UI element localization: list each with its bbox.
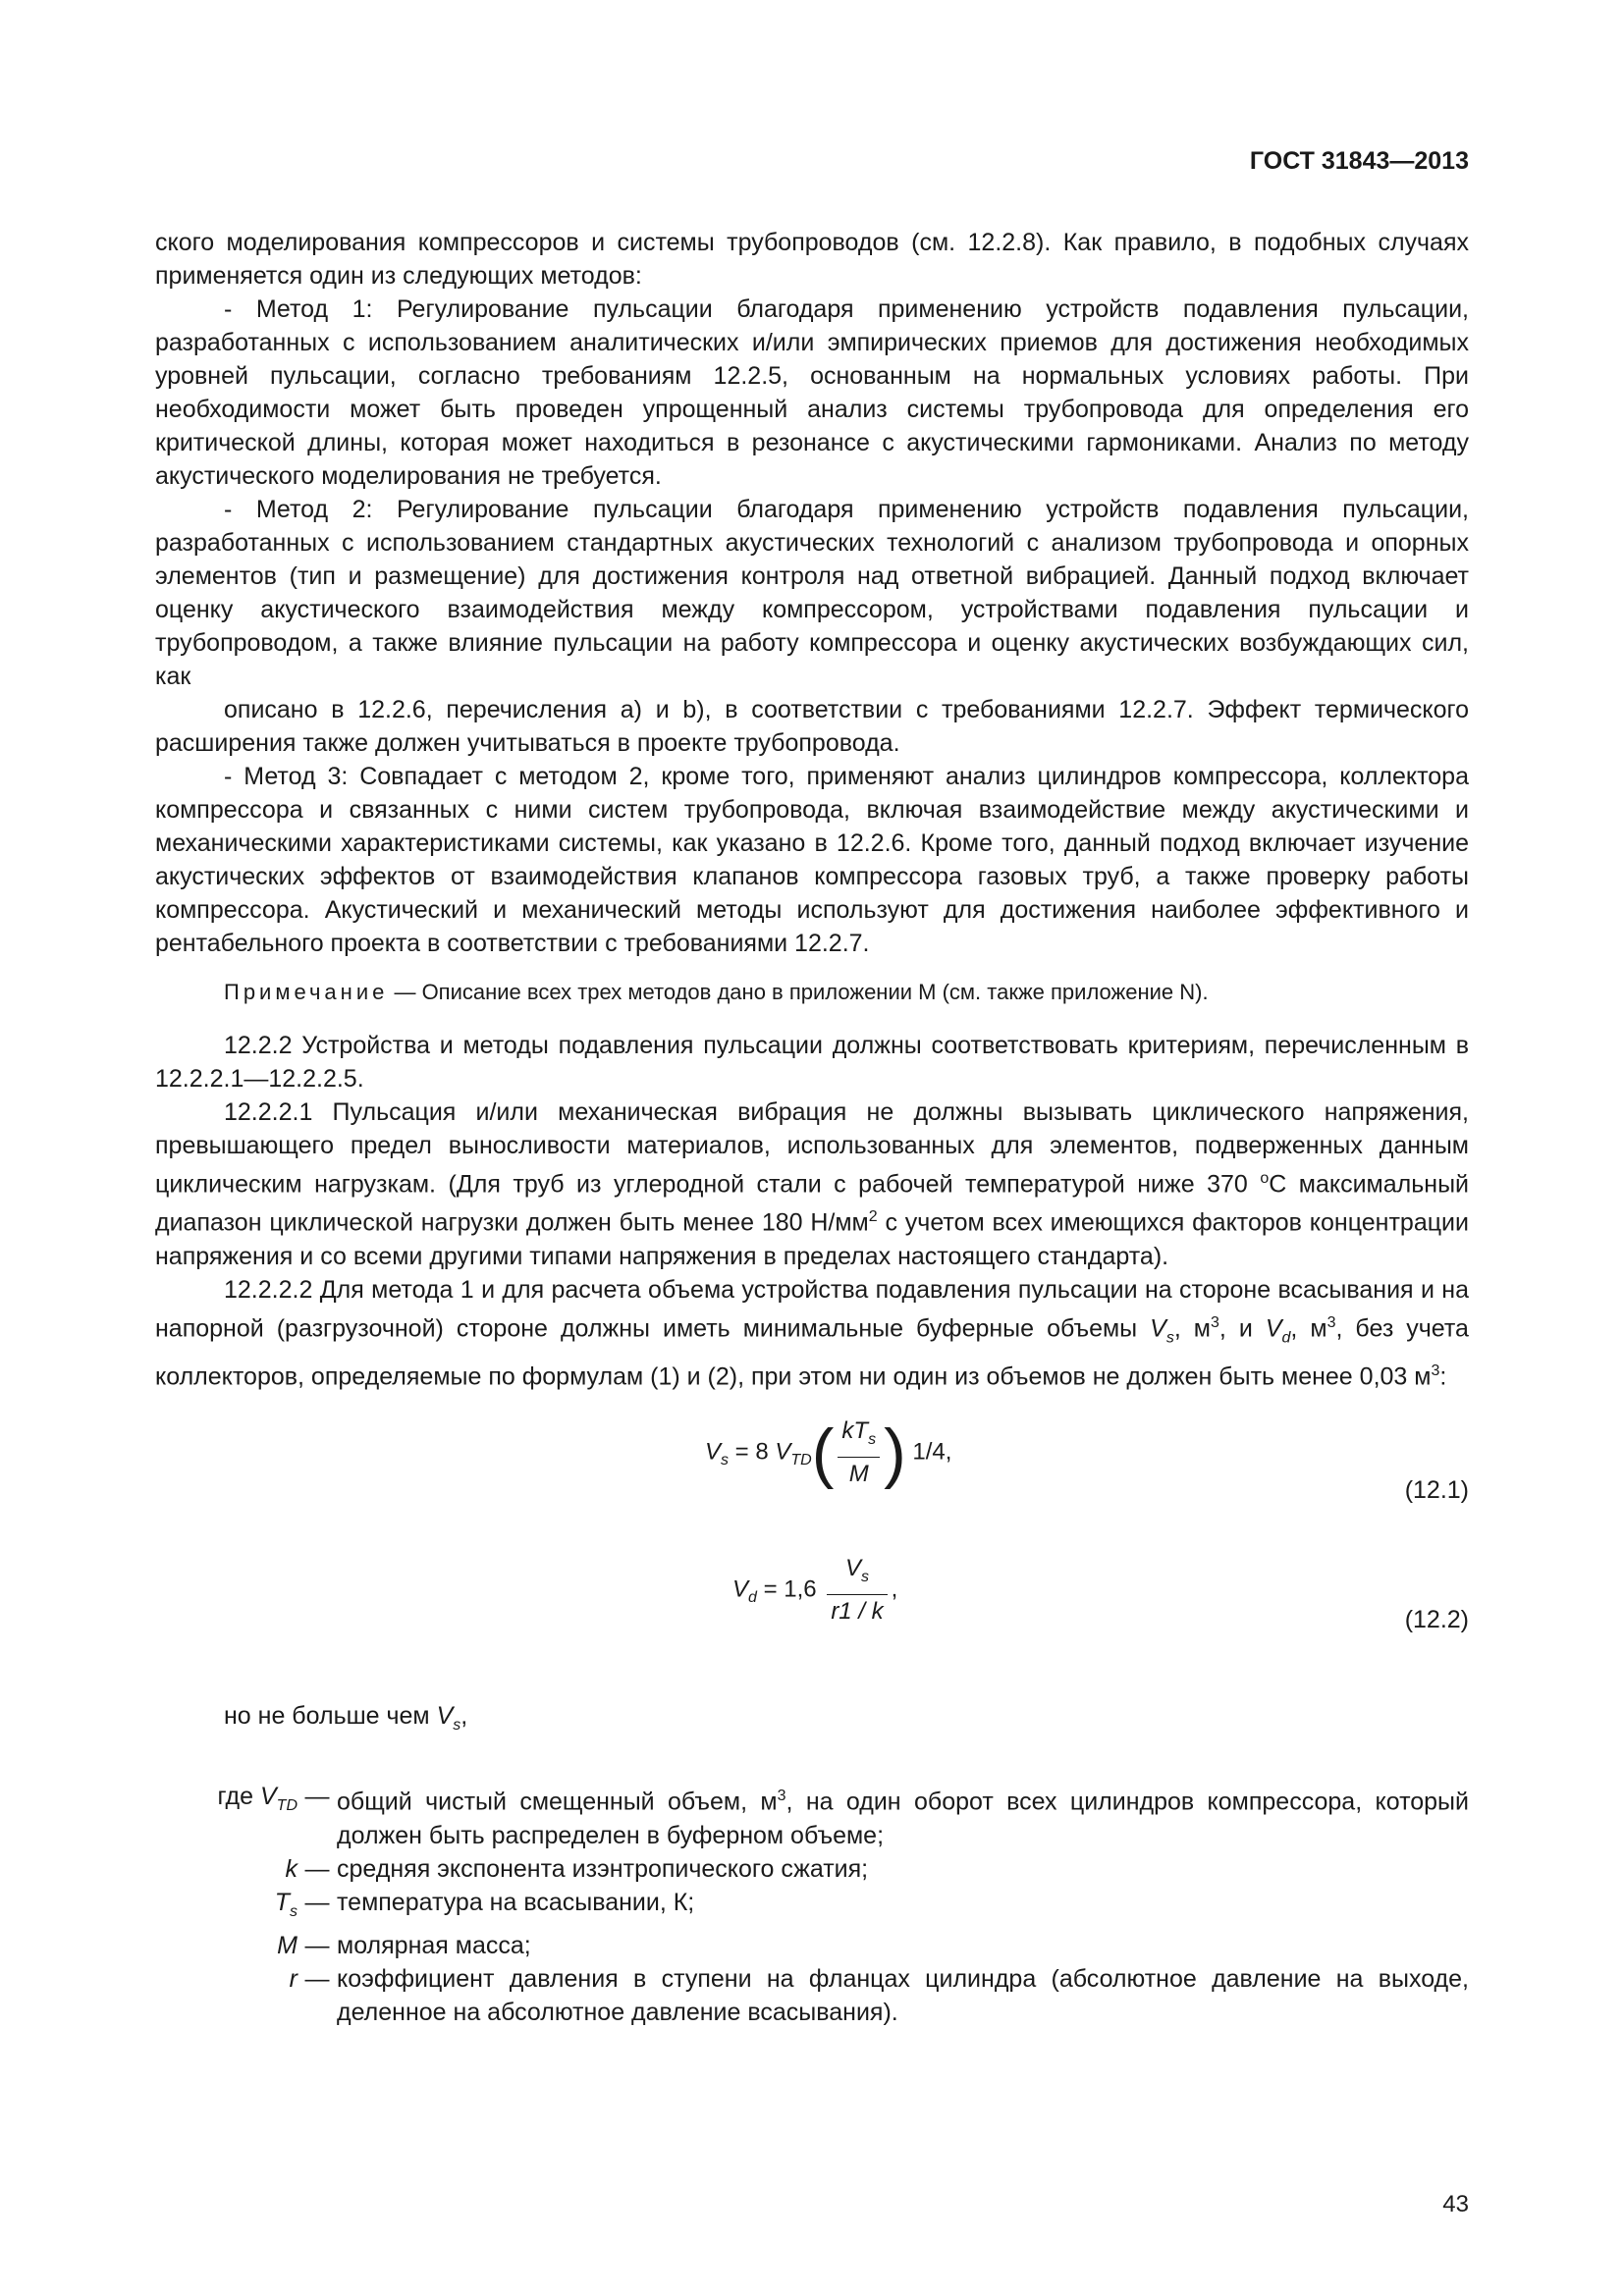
definition-item: M — молярная масса; [277, 1931, 531, 1959]
note [155, 976, 1469, 1009]
equation-number: (12.2) [1404, 1606, 1469, 1634]
paragraph-12-2-2: 12.2.2 Устройства и методы подавления пульсации должны соответствовать критериям, перечисленным в 12.2.2.1—12.2.2.5. [155, 1032, 1469, 1093]
page-number: 43 [1442, 2191, 1469, 2217]
formula-condition: но не больше чем $V_s$, [224, 1702, 468, 1735]
paragraph: ского моделирования компрессоров и системы трубопроводов (см. 12.2.8). Как правило, в подобных случаях применяется один из следующих методов: [155, 229, 1469, 290]
definition-item: r — коэффициент давления в ступени на фланцах цилиндра (абсолютное давление на выходе, деленное на абсолютное давление всасывания). [289, 1964, 1469, 2026]
fraction: $\frac{V_s}{r1 / k}$ [827, 1552, 887, 1629]
definition-item: $T_s$ — температура на всасывании, К; [274, 1888, 695, 1920]
definition-item: где $V_{TD}$ — общий чистый смещенный объем, $м^3$, на один оборот всех цилиндров компрессора, который должен быть распределен в буферном объеме; [217, 1783, 1469, 1849]
formula-12-1: $V_s = 8$ $V_{TD}$( $\frac{kT_s}{M}$ ) 1/4, (12.1) [155, 1415, 1469, 1532]
paragraph-method-2-cont: описано в 12.2.6, перечисления а) и b), в соответствии с требованиями 12.2.7. Эффект термического расширения также должен учитываться в проекте трубопровода. [155, 696, 1469, 757]
page-content [155, 226, 1469, 2029]
left-paren-icon: ( [811, 1415, 835, 1491]
formula-12-2: $V_d = 1,6$ $\frac{V_s}{r1 / k}$ , (12.2) [155, 1552, 1469, 1670]
definitions-list [155, 1780, 1469, 2028]
paragraph-method-2: - Метод 2: Регулирование пульсации благодаря применению устройств подавления пульсации, разработанных с использованием стандартных акустических технологий с анализом трубопровода и опорных элементов (тип и размещение) для достижения контроля над ответной вибрацией. Данный подход включает оценку акустического взаимодействия между компрессором, устройствами подавления пульсации и трубопроводом, а также влияние пульсации на работу компрессора и оценку акустических возбуждающих сил, как [155, 496, 1469, 690]
paragraph-method-1: - Метод 1: Регулирование пульсации благодаря применению устройств подавления пульсации, разработанных с использованием аналитических и/или эмпирических приемов для достижения необходимых уровней пульсации, согласно требованиям 12.2.5, основанным на нормальных условиях работы. При необходимости может быть проведен упрощенный анализ системы трубопровода для определения его критической длины, которая может находиться в резонансе с акустическими гармониками. Анализ по методу акустического моделирования не требуется. [155, 295, 1469, 490]
right-paren-icon: ) [884, 1415, 906, 1491]
note-text: — Описание всех трех методов дано в приложении М (см. также приложение N). [388, 980, 1209, 1004]
definition-item: k — средняя экспонента изэнтропического сжатия; [285, 1854, 869, 1883]
document-header: ГОСТ 31843—2013 [1249, 147, 1469, 175]
equation-number: (12.1) [1404, 1476, 1469, 1505]
paragraph-method-3: - Метод 3: Совпадает с методом 2, кроме того, применяют анализ цилиндров компрессора, коллектора компрессора и связанных с ними систем трубопровода, включая взаимодействие между акустическими и механическими характеристиками системы, как указано в 12.2.6. Кроме того, данный подход включает изучение акустических эффектов от взаимодействия клапанов компрессора газовых труб, а также проверку работы компрессора. Акустический и механический методы используют для достижения наиболее эффективного и рентабельного проекта в соответствии с требованиями 12.2.7. [155, 763, 1469, 957]
fraction: $\frac{kT_s}{M}$ [838, 1415, 880, 1491]
paragraph-12-2-2-1: 12.2.2.1 Пульсация и/или механическая вибрация не должны вызывать циклического напряжения, превышающего предел выносливости материалов, использованных для элементов, подверженных данным циклическим нагрузкам. (Для труб из углеродной стали с рабочей температурой ниже 370 $^о$С максимальный диапазон циклической нагрузки должен быть менее 180 $Н/мм^2$ с учетом всех имеющихся факторов концентрации напряжения и со всеми другими типами напряжения в пределах настоящего стандарта). [155, 1098, 1470, 1270]
paragraph-12-2-2-2: 12.2.2.2 Для метода 1 и для расчета объема устройства подавления пульсации на стороне всасывания и на напорной (разгрузочной) стороне должны иметь минимальные буферные объемы $V_s$, $м^3$, и $V_d$, $м^3$, без учета коллекторов, определяемые по формулам (1) и (2), при этом ни один из объемов не должен быть менее 0,03 $м^3$: [155, 1275, 1469, 1391]
note-label: Примечание [224, 980, 389, 1004]
